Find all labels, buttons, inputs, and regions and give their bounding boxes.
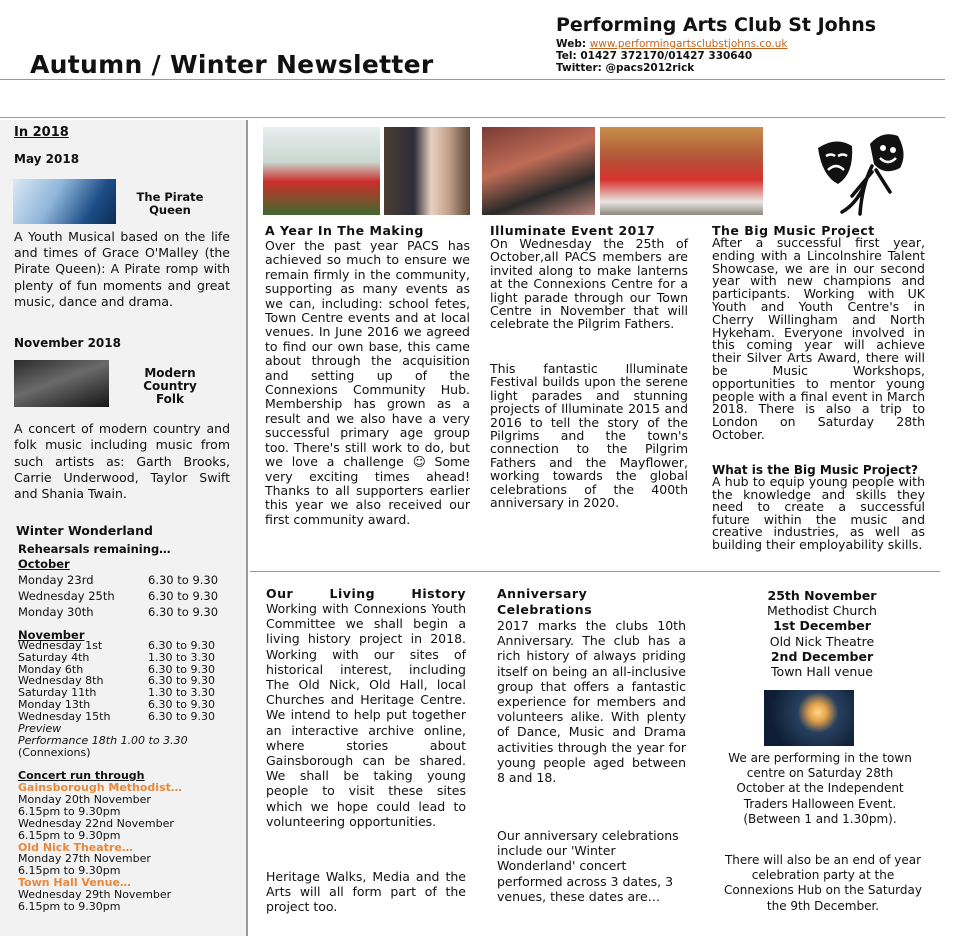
schedule-day: Monday 30th xyxy=(18,605,94,619)
website-link[interactable]: www.performingartsclubstjohns.co.uk xyxy=(589,38,788,50)
schedule-day: Saturday 4th xyxy=(18,650,90,664)
pirate-description: A Youth Musical based on the life and times of Grace O'Malley (the Pirate Queen): A Pirate romp with plenty of fun moments and great music, dance and drama. xyxy=(14,229,230,309)
preview-venue: (Connexions) xyxy=(18,746,91,759)
schedule-time: 6.30 to 9.30 xyxy=(148,639,216,652)
anniversary-body-2: Our anniversary celebrations include our 'Winter Wonderland' concert performed across 3 dates, 3 venues, these dates are… xyxy=(497,828,679,904)
schedule-day: Wednesday 8th xyxy=(18,674,104,688)
award-photo xyxy=(384,127,470,215)
modern-folk-image xyxy=(14,360,109,407)
folk-description: A concert of modern country and folk music including music from such artists as: Garth Brooks, Carrie Underwood, Taylor Swift and Shania Twain. xyxy=(14,421,230,502)
schedule-time: 6.30 to 9.30 xyxy=(148,697,216,711)
year-heading: In 2018 xyxy=(14,125,69,140)
concert-heading: Concert run through xyxy=(18,769,145,782)
schedule-time: 6.30 to 9.30 xyxy=(148,662,216,676)
year-in-making-body: Over the past year PACS has achieved so much to ensure we remain firmly in the community, supporting as many events as we can, including: school fetes, Town Centre events and at local venues. In June 2016 we agreed to find our own base, this came about through the acquisition and setting up of the Connexions Community Hub. Membership has grown as a result and we also have a very successful primary age group too. There's still work to do, but we love a challenge ☺ Some very exciting times ahead! Thanks to all supporters earlier this year we also received our first community award. xyxy=(265,238,470,527)
venue-methodist: Gainsborough Methodist… xyxy=(18,781,182,794)
schedule-row xyxy=(18,711,238,723)
concert-dates xyxy=(712,588,932,679)
section-divider xyxy=(250,571,940,572)
schedule-row xyxy=(18,572,238,588)
november-sched-heading: November xyxy=(18,628,85,642)
schedule-row xyxy=(18,699,238,711)
schedule-day: Wednesday 15th xyxy=(18,709,111,723)
schedule-time: 6.30 to 9.30 xyxy=(148,674,216,688)
date-3: 2nd December xyxy=(770,648,874,664)
schedule-time: 6.30 to 9.30 xyxy=(148,709,216,723)
living-history-body-1: Working with Connexions Youth Committee we shall begin a living history project in 2018. Working with our sites of historical interest, including The Old Nick, Old Hall, local Churches and Heritage Centre. We intend to help put together an interactive archive online, where stories about Gainsborough can be shared. We shall be taking young people to visit these sites which we hope could lead to volunteering opportunities. xyxy=(266,601,466,829)
anniversary-body-1: 2017 marks the clubs 10th Anniversary. The club has a rich history of always priding itself on being an all-inclusive group that offers a fantastic experience for members and volunteers alike. With plenty of Dance, Music and Drama activities through the year for young people aged between 8 and 18. xyxy=(497,618,686,786)
living-history-heading: Our Living History xyxy=(266,586,466,601)
illuminate-heading: Illuminate Event 2017 xyxy=(490,223,656,238)
schedule-time: 1.30 to 3.30 xyxy=(148,686,216,700)
year-in-making-heading: A Year In The Making xyxy=(265,223,424,238)
schedule-day: Monday 23rd xyxy=(18,573,94,587)
telephone: Tel: 01427 372170/01427 330640 xyxy=(556,50,753,62)
schedule-day: Monday 6th xyxy=(18,662,84,676)
venue-3: Town Hall venue xyxy=(771,664,873,680)
schedule-time: 6.30 to 9.30 xyxy=(148,605,219,619)
schedule-day: Wednesday 1st xyxy=(18,639,103,652)
schedule-row xyxy=(18,604,238,620)
performing-note: We are performing in the town centre on Saturday 28th October at the Independent Traders Halloween Event. (Between 1 and 1.30pm). xyxy=(728,751,912,826)
november-schedule xyxy=(18,640,238,723)
club-name: Performing Arts Club St Johns xyxy=(556,14,877,36)
big-music-answer: A hub to equip young people with the knowledge and skills they need to create a successful future within the music and creative industries, as well as building their employability skills. xyxy=(712,474,925,552)
rehearsals-heading: Rehearsals remaining… xyxy=(18,542,171,556)
illuminate-body-1: On Wednesday the 25th of October,all PACS members are invited along to make lanterns at the Connexions Centre for a light parade through our Town Centre in November that will celebrate the Pilgrim Fathers. xyxy=(490,236,688,332)
venue-old-nick: Old Nick Theatre… xyxy=(18,840,133,854)
schedule-time: 6.30 to 9.30 xyxy=(148,573,219,587)
october-heading: October xyxy=(18,557,70,571)
schedule-day: Saturday 11th xyxy=(18,686,97,700)
schedule-time: 1.30 to 3.30 xyxy=(148,650,216,664)
pirate-title: The Pirate Queen xyxy=(136,190,204,217)
twitter-handle: Twitter: @pacs2012rick xyxy=(556,62,695,74)
date-2: 1st December xyxy=(773,618,871,634)
big-music-question: What is the Big Music Project? xyxy=(712,463,918,477)
october-schedule xyxy=(18,572,238,620)
schedule-time: 6.30 to 9.30 xyxy=(148,589,219,603)
lantern-image xyxy=(764,690,854,746)
header-rule xyxy=(0,79,945,80)
pirate-queen-image xyxy=(13,179,116,224)
schedule-day: Wednesday 25th xyxy=(18,589,115,603)
theatre-masks-icon xyxy=(812,126,922,218)
preview-label: Preview xyxy=(18,722,62,735)
winter-wonderland-heading: Winter Wonderland xyxy=(16,523,153,538)
anniversary-heading: Anniversary Celebrations xyxy=(497,586,593,617)
schedule-row xyxy=(18,652,238,664)
venue-2: Old Nick Theatre xyxy=(769,633,875,649)
venue-1: Methodist Church xyxy=(767,603,877,619)
november-heading: November 2018 xyxy=(14,336,121,350)
party-note: There will also be an end of year celebration party at the Connexions Hub on the Saturday the 9th December. xyxy=(724,853,922,913)
date-1: 25th November xyxy=(767,588,877,603)
big-music-body: After a successful first year, ending with a Lincolnshire Talent Showcase, we are in our second year with new champions and participants. Working with UK Youth and Youth Centre's in Cherry Willingham and North Hykeham. Everyone involved in this coming year will achieve their Silver Arts Award, there will be Music Workshops, opportunities to mentor young people with a final event in March 2018. There is also a trip to London on Saturday 28th October. xyxy=(712,235,925,442)
choir-photo xyxy=(600,127,763,215)
concert-schedule: Gainsborough Methodist… Monday 20th November 6.15pm to 9.30pm Wednesday 22nd November 6.15pm to 9.30pm Old Nick Theatre… Monday 27th November 6.15pm to 9.30pm Town Hall Venue… Wednesday 29th November 6.15pm to 9.30pm xyxy=(18,782,238,913)
illuminate-body-2: This fantastic Illuminate Festival builds upon the serene light parades and stunning projects of Illuminate 2015 and 2016 to tell the story of the Pilgrims and the town's connection to the Pilgrim Fathers and the Mayflower, working towards the global celebrations of the 400th anniversary in 2020. xyxy=(490,361,688,511)
header-rule-lower xyxy=(0,117,945,118)
dance-group-photo xyxy=(482,127,595,215)
may-heading: May 2018 xyxy=(14,152,80,166)
schedule-day: Monday 13th xyxy=(18,697,91,711)
big-music-heading: The Big Music Project xyxy=(712,223,875,238)
living-history-body-2: Heritage Walks, Media and the Arts will all form part of the project too. xyxy=(266,869,466,915)
schedule-row xyxy=(18,588,238,604)
contact-block xyxy=(556,38,787,74)
folk-title: Modern Country Folk xyxy=(143,366,197,406)
group-photo-marquee xyxy=(263,127,380,215)
web-label: Web: xyxy=(556,38,587,50)
newsletter-title: Autumn / Winter Newsletter xyxy=(30,50,434,79)
venue-town-hall: Town Hall Venue… xyxy=(18,876,131,890)
preview-performance: Performance 18th 1.00 to 3.30 xyxy=(18,734,188,747)
